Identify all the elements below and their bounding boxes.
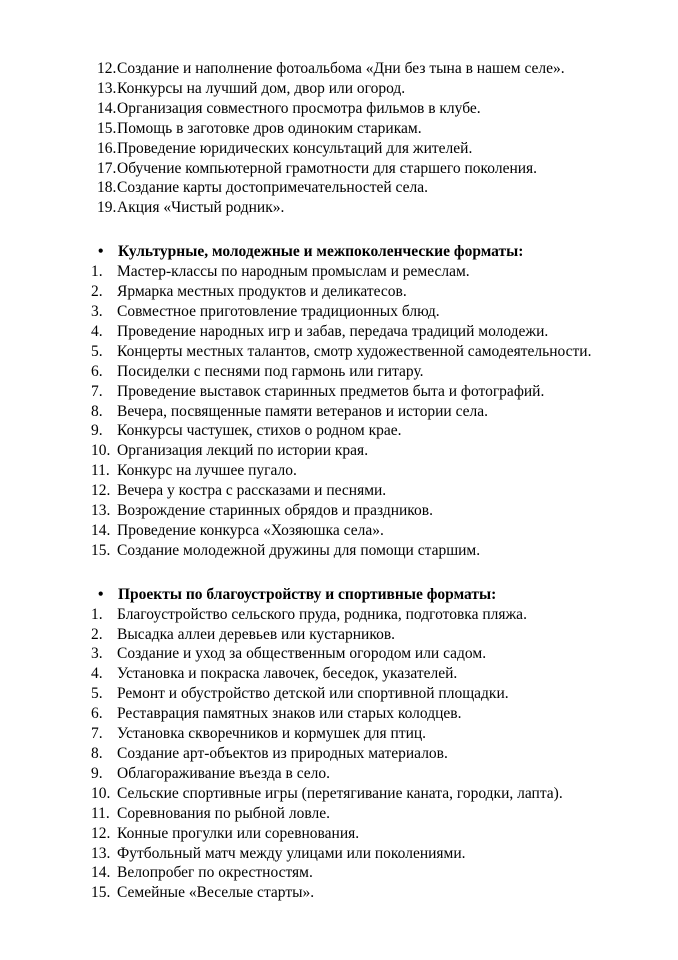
- item-text: Организация совместного просмотра фильмов в клубе.: [117, 99, 481, 117]
- item-text: Возрождение старинных обрядов и праздников.: [117, 502, 433, 520]
- item-text: Помощь в заготовке дров одиноким старикам.: [117, 119, 422, 137]
- list-item: [0, 804, 678, 824]
- list-item: [0, 541, 678, 561]
- item-number: 10.: [91, 442, 111, 460]
- item-text: Установка скворечников и кормушек для птиц.: [117, 725, 427, 743]
- list-item: [0, 139, 678, 159]
- item-number: 17.: [97, 159, 117, 177]
- list-item: [0, 119, 678, 139]
- item-number: 11.: [91, 462, 110, 480]
- bullet-icon: •: [98, 585, 104, 603]
- item-text: Конкурсы на лучший дом, двор или огород.: [117, 79, 406, 97]
- list-item: [0, 262, 678, 282]
- numbered-list-continued: [0, 59, 678, 218]
- item-text: Совместное приготовление традиционных блюд.: [117, 302, 440, 320]
- item-text: Семейные «Веселые старты».: [117, 884, 315, 902]
- item-text: Проведение конкурса «Хозяюшка села».: [117, 521, 384, 539]
- item-text: Конкурс на лучшее пугало.: [117, 462, 297, 480]
- item-text: Создание и наполнение фотоальбома «Дни без тына в нашем селе».: [117, 60, 565, 77]
- item-number: 15.: [91, 884, 111, 902]
- item-text: Конкурсы частушек, стихов о родном крае.: [117, 422, 402, 440]
- list-item: [0, 764, 678, 784]
- item-text: Организация лекций по истории края.: [117, 442, 369, 460]
- list-item: [0, 704, 678, 724]
- list-item: [0, 198, 678, 218]
- item-number: 1.: [91, 605, 103, 623]
- list-item: [0, 99, 678, 119]
- item-number: 3.: [91, 302, 103, 320]
- item-text: Ярмарка местных продуктов и деликатесов.: [117, 283, 407, 301]
- item-number: 13.: [97, 79, 117, 97]
- item-text: Концерты местных талантов, смотр художественной самодеятельности.: [117, 342, 592, 360]
- item-number: 11.: [91, 804, 110, 822]
- item-number: 1.: [91, 263, 103, 281]
- list-item: [0, 322, 678, 342]
- item-text: Создание молодежной дружины для помощи старшим.: [117, 541, 481, 559]
- item-number: 14.: [91, 521, 111, 539]
- list-item: [0, 441, 678, 461]
- item-number: 6.: [91, 362, 103, 380]
- item-number: 8.: [91, 745, 103, 762]
- item-number: 10.: [91, 784, 111, 802]
- list-item: [0, 481, 678, 501]
- list-item: [0, 784, 678, 804]
- item-text: Установка и покраска лавочек, беседок, указателей.: [117, 665, 458, 683]
- item-text: Создание карты достопримечательностей села.: [117, 179, 428, 197]
- list-item: [0, 421, 678, 441]
- item-text: Проведение народных игр и забав, передача традиций молодежи.: [117, 322, 549, 340]
- item-text: Соревнования по рыбной ловле.: [117, 804, 330, 822]
- list-item: [0, 59, 678, 79]
- list-item: [0, 521, 678, 541]
- item-text: Посиделки с песнями под гармонь или гитару.: [117, 362, 424, 380]
- section-heading-row: [0, 585, 678, 605]
- item-number: 9.: [91, 422, 103, 440]
- item-text: Конные прогулки или соревнования.: [117, 824, 360, 842]
- item-number: 16.: [97, 139, 117, 157]
- item-number: 6.: [91, 705, 103, 723]
- item-text: Сельские спортивные игры (перетягивание каната, городки, лапта).: [117, 784, 563, 802]
- item-text: Создание и уход за общественным огородом или садом.: [117, 645, 487, 663]
- list-item: [0, 382, 678, 402]
- item-text: Велопробег по окрестностям.: [117, 864, 313, 882]
- list-item: [0, 724, 678, 744]
- item-text: Футбольный матч между улицами или поколениями.: [117, 844, 466, 862]
- section-heading: Проекты по благоустройству и спортивные форматы:: [118, 585, 497, 603]
- item-number: 3.: [91, 645, 103, 663]
- list-item: [0, 883, 678, 903]
- item-number: 13.: [91, 844, 111, 862]
- numbered-list-improvement: [0, 605, 678, 904]
- item-text: Облагораживание въезда в село.: [117, 764, 331, 782]
- item-number: 5.: [91, 685, 103, 703]
- item-number: 12.: [91, 824, 111, 842]
- list-item: [0, 664, 678, 684]
- section-heading-row: [0, 242, 678, 262]
- item-number: 15.: [97, 119, 117, 137]
- item-text: Проведение юридических консультаций для жителей.: [117, 139, 473, 157]
- item-text: Акция «Чистый родник».: [117, 199, 285, 217]
- item-text: Мастер-классы по народным промыслам и ремеслам.: [117, 263, 470, 281]
- item-number: 7.: [91, 725, 103, 743]
- item-number: 9.: [91, 764, 103, 782]
- item-text: Проведение выставок старинных предметов быта и фотографий.: [117, 382, 545, 400]
- item-text: Благоустройство сельского пруда, родника, подготовка пляжа.: [117, 605, 527, 623]
- item-text: Реставрация памятных знаков или старых колодцев.: [117, 705, 462, 723]
- item-number: 13.: [91, 502, 111, 520]
- section-heading: Культурные, молодежные и межпоколенческие форматы:: [118, 243, 524, 261]
- bullet-icon: •: [98, 243, 104, 261]
- list-item: [0, 863, 678, 883]
- item-number: 7.: [91, 382, 103, 400]
- item-number: 15.: [91, 541, 111, 559]
- list-item: [0, 282, 678, 302]
- numbered-list-cultural: [0, 262, 678, 561]
- item-text: Обучение компьютерной грамотности для старшего поколения.: [117, 159, 538, 177]
- list-item: [0, 362, 678, 382]
- list-item: [0, 79, 678, 99]
- list-item: [0, 744, 678, 764]
- list-item: [0, 178, 678, 198]
- item-number: 14.: [91, 864, 111, 882]
- list-item: [0, 644, 678, 664]
- item-text: Высадка аллеи деревьев или кустарников.: [117, 625, 396, 643]
- item-text: Ремонт и обустройство детской или спортивной площадки.: [117, 685, 509, 703]
- item-number: 2.: [91, 625, 103, 643]
- item-text: Создание арт-объектов из природных материалов.: [117, 745, 448, 762]
- list-item: [0, 402, 678, 422]
- item-number: 2.: [91, 283, 103, 301]
- list-item: [0, 461, 678, 481]
- list-item: [0, 844, 678, 864]
- list-item: [0, 342, 678, 362]
- item-number: 18.: [97, 179, 117, 197]
- list-item: [0, 159, 678, 179]
- item-number: 4.: [91, 665, 103, 683]
- list-item: [0, 302, 678, 322]
- list-item: [0, 605, 678, 625]
- item-number: 19.: [97, 199, 117, 217]
- item-number: 14.: [97, 99, 117, 117]
- item-number: 8.: [91, 402, 103, 420]
- item-number: 12.: [91, 482, 111, 500]
- list-item: [0, 501, 678, 521]
- list-item: [0, 824, 678, 844]
- item-number: 4.: [91, 322, 103, 340]
- item-number: 5.: [91, 342, 103, 360]
- list-item: [0, 684, 678, 704]
- item-number: 12.: [97, 60, 117, 77]
- section-cultural-formats: [0, 242, 678, 561]
- section-improvement-sport-formats: [0, 585, 678, 904]
- list-item: [0, 625, 678, 645]
- item-text: Вечера, посвященные памяти ветеранов и истории села.: [117, 402, 489, 420]
- item-text: Вечера у костра с рассказами и песнями.: [117, 482, 387, 500]
